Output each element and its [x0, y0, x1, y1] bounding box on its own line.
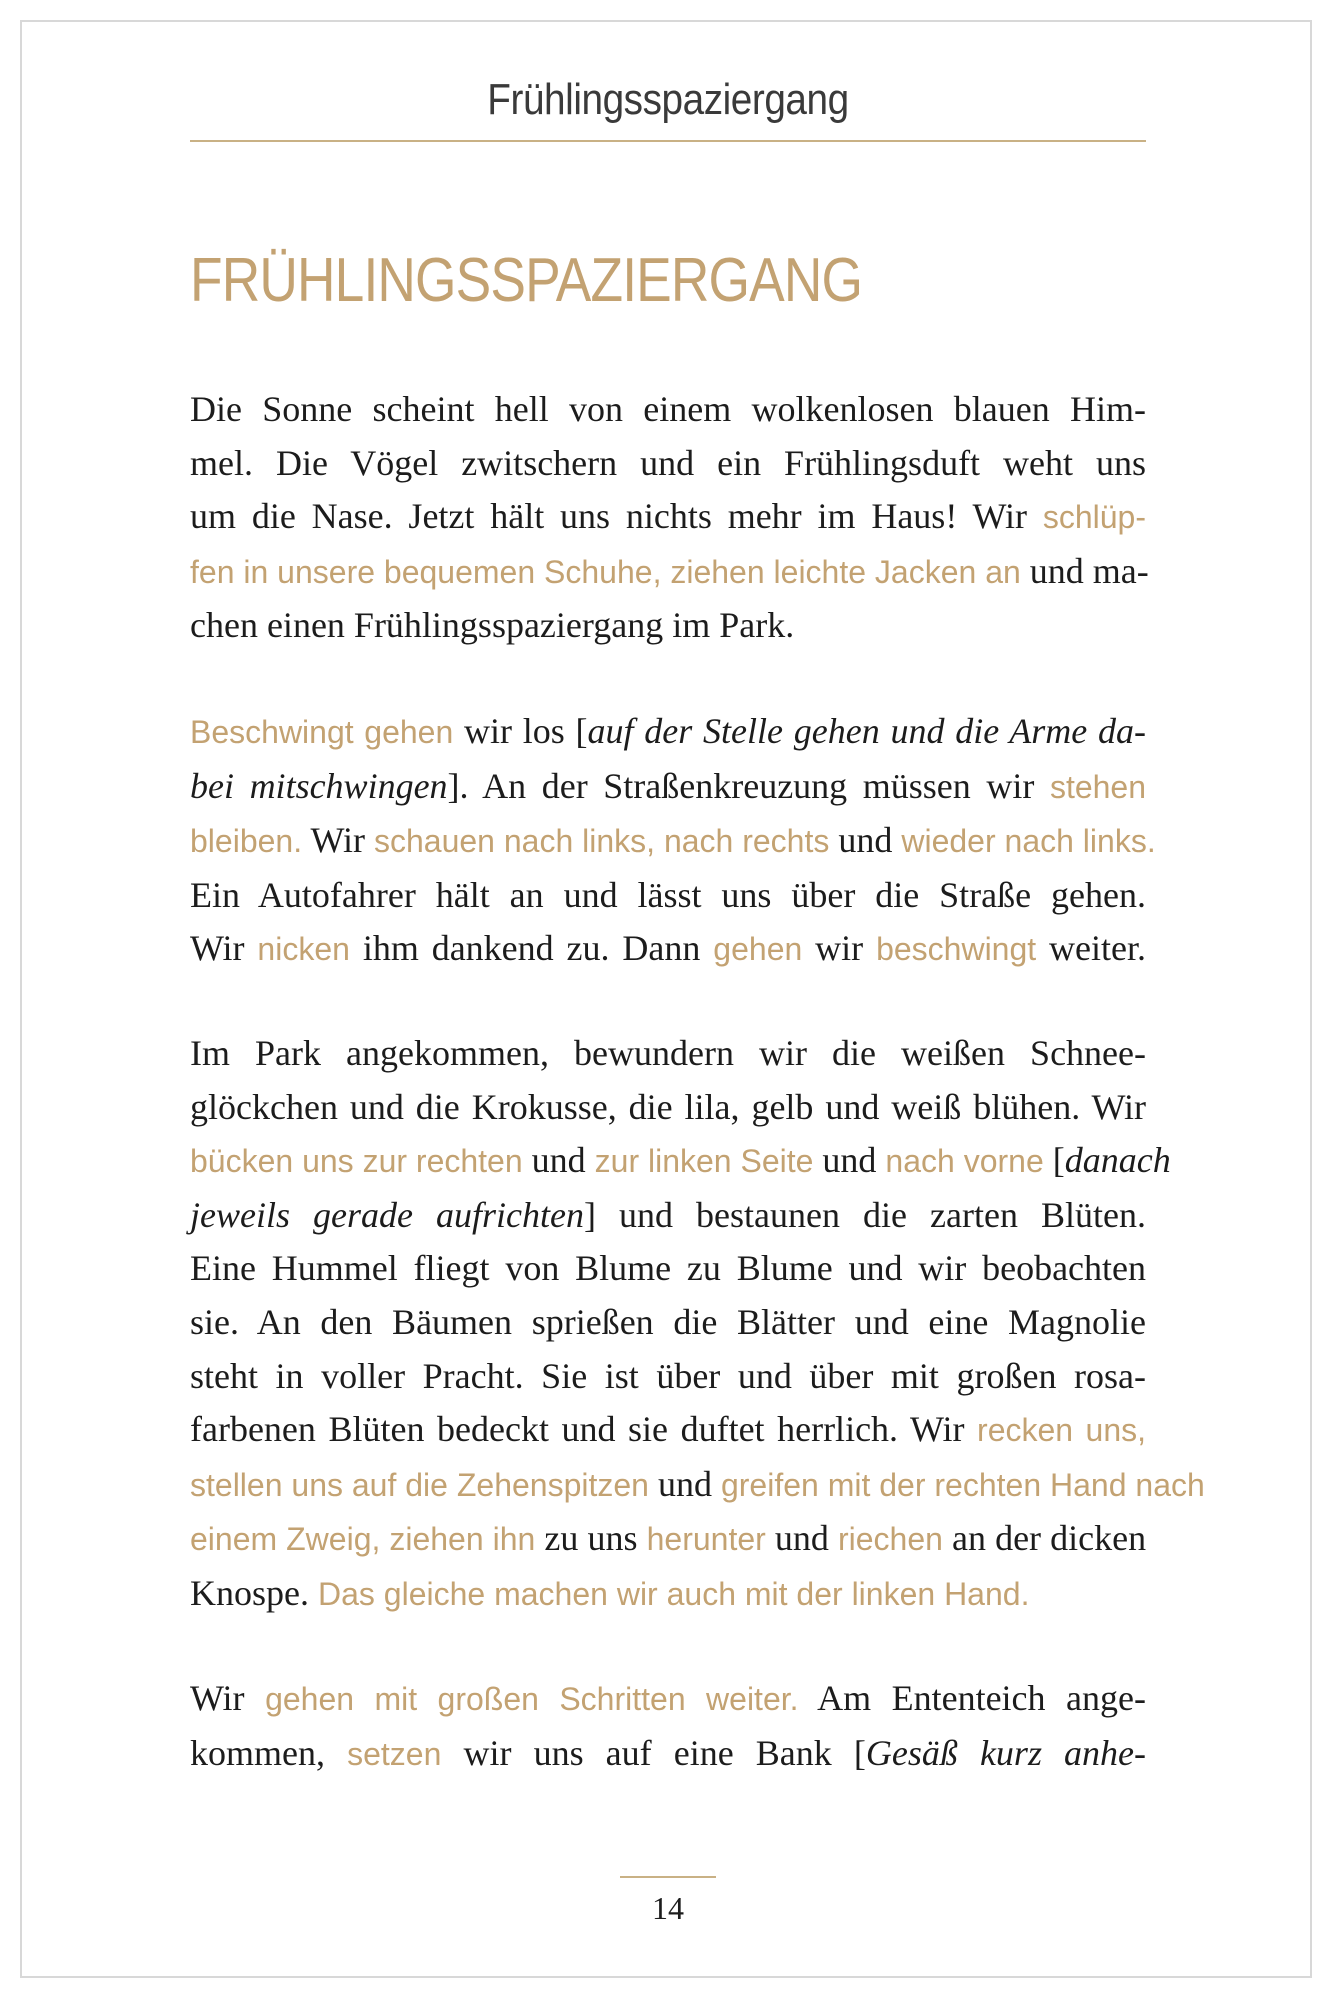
p2-highlight: nicken [257, 931, 350, 968]
p2-text: wir los [ [464, 711, 588, 751]
p4-italic: Gesäß kurz anhe- [865, 1732, 1147, 1773]
page-number: 14 [652, 1890, 684, 1926]
p3-text: und [657, 1463, 712, 1504]
p2-line-2 [190, 760, 1146, 815]
p3-text: und [822, 1140, 877, 1181]
p1-highlight: schlüp- [1042, 499, 1146, 536]
p3-highlight: bücken uns zur rechten [190, 1143, 523, 1180]
p3-line-3 [190, 1134, 1171, 1189]
chapter-title: FRÜHLINGSSPAZIERGANG [190, 246, 863, 315]
p3-text: und [774, 1518, 829, 1559]
p2-italic: bei mitschwingen [190, 765, 448, 806]
p4-line-2 [190, 1727, 1146, 1782]
p2-line-3 [190, 814, 1156, 869]
p2-text: weiter. [1049, 928, 1147, 969]
p1-line-4 [190, 545, 1149, 600]
p3-highlight: einem Zweig, ziehen ihn [190, 1521, 536, 1558]
p3-line-6: sie. An den Bäumen sprießen die Blätter und eine Magnolie [190, 1301, 1146, 1342]
p3-line-7: steht in voller Pracht. Sie ist über und über mit großen rosa- [190, 1355, 1146, 1396]
p2-highlight: wieder nach links. [901, 823, 1156, 860]
p2-text: ]. An der Straßenkreuzung müssen wir [447, 765, 1035, 806]
p3-line-11 [190, 1567, 1146, 1622]
p3-line-5: Eine Hummel fliegt von Blume zu Blume und wir beobachten [190, 1248, 1146, 1289]
p2-text: ihm dankend zu. Dann [362, 928, 701, 969]
p1-text: und ma- [1029, 550, 1149, 591]
p3-line-2: glöckchen und die Krokusse, die lila, gelb und weiß blühen. Wir [190, 1086, 1146, 1127]
paragraph-1 [190, 383, 1149, 653]
p4-line-1 [190, 1672, 1146, 1727]
p2-line-1 [190, 705, 1146, 760]
p3-text: [ [1052, 1140, 1065, 1181]
p3-line-4 [190, 1189, 1146, 1243]
p2-highlight: stehen [1049, 768, 1147, 805]
p1-line-5: chen einen Frühlingsspaziergang im Park. [190, 605, 795, 646]
p4-text: wir uns auf eine Bank [ [463, 1732, 866, 1773]
p4-text: Am Ententeich ange- [817, 1678, 1147, 1718]
p2-highlight: gehen [713, 931, 803, 968]
p3-text: ] und bestaunen die zarten Blüten. [584, 1194, 1146, 1235]
p3-italic: danach [1064, 1140, 1171, 1181]
footer-rule [620, 1876, 716, 1878]
p3-line-9 [190, 1458, 1205, 1513]
p1-highlight: fen in unsere bequemen Schuhe, ziehen leichte Jacken an [190, 553, 1021, 590]
p3-line-8 [190, 1403, 1146, 1458]
p4-highlight: setzen [347, 1735, 442, 1772]
p2-italic: auf der Stelle gehen und die Arme da- [587, 711, 1147, 751]
p1-text: um die Nase. Jetzt hält uns nichts mehr im Haus! Wir [190, 496, 1028, 537]
p2-line-5 [190, 922, 1146, 977]
p2-highlight: schauen nach links, nach rechts [373, 823, 830, 860]
p2-highlight: beschwingt [876, 931, 1037, 968]
p4-text: Wir [190, 1678, 245, 1718]
p2-highlight: Beschwingt gehen [190, 714, 454, 750]
p3-text: farbenen Blüten bedeckt und sie duftet herrlich. Wir [190, 1409, 965, 1450]
p3-highlight: Das gleiche machen wir auch mit der linken Hand. [318, 1575, 1030, 1612]
p1-line-2: mel. Die Vögel zwitschern und ein Frühlingsduft weht uns [190, 442, 1146, 483]
p3-highlight: herunter [646, 1521, 766, 1558]
p3-text: an der dicken [952, 1518, 1147, 1559]
p1-line-3 [190, 490, 1146, 545]
p2-text: wir [815, 928, 864, 969]
p2-highlight: bleiben. [190, 823, 303, 860]
p1-line-1: Die Sonne scheint hell von einem wolkenlosen blauen Him- [190, 389, 1146, 429]
p3-text: und [531, 1140, 586, 1181]
paragraph-3 [190, 1027, 1205, 1622]
p4-text: kommen, [190, 1732, 325, 1773]
paragraph-2 [190, 705, 1156, 977]
p2-text: und [838, 820, 893, 861]
p2-text: Wir [310, 820, 365, 861]
p3-highlight: riechen [837, 1521, 943, 1558]
p2-line-4: Ein Autofahrer hält an und lässt uns über die Straße gehen. [190, 874, 1146, 915]
p3-italic: jeweils gerade aufrichten [190, 1194, 584, 1235]
p3-line-10 [190, 1512, 1146, 1567]
p3-highlight: zur linken Seite [594, 1143, 814, 1180]
p3-highlight: stellen uns auf die Zehenspitzen [190, 1466, 649, 1503]
p3-highlight: nach vorne [885, 1143, 1044, 1180]
p3-highlight: greifen mit der rechten Hand nach [720, 1466, 1205, 1503]
p2-text: Wir [190, 928, 245, 969]
running-head: Frühlingsspaziergang [487, 75, 849, 124]
paragraph-4 [190, 1672, 1146, 1781]
header-rule [190, 140, 1146, 142]
p3-text: Knospe. [190, 1572, 309, 1613]
p3-text: zu uns [544, 1518, 638, 1559]
p3-highlight: recken uns, [977, 1412, 1147, 1449]
p4-highlight: gehen mit großen Schritten weiter. [265, 1681, 799, 1717]
p3-line-1: Im Park angekommen, bewundern wir die weißen Schnee- [190, 1033, 1146, 1073]
